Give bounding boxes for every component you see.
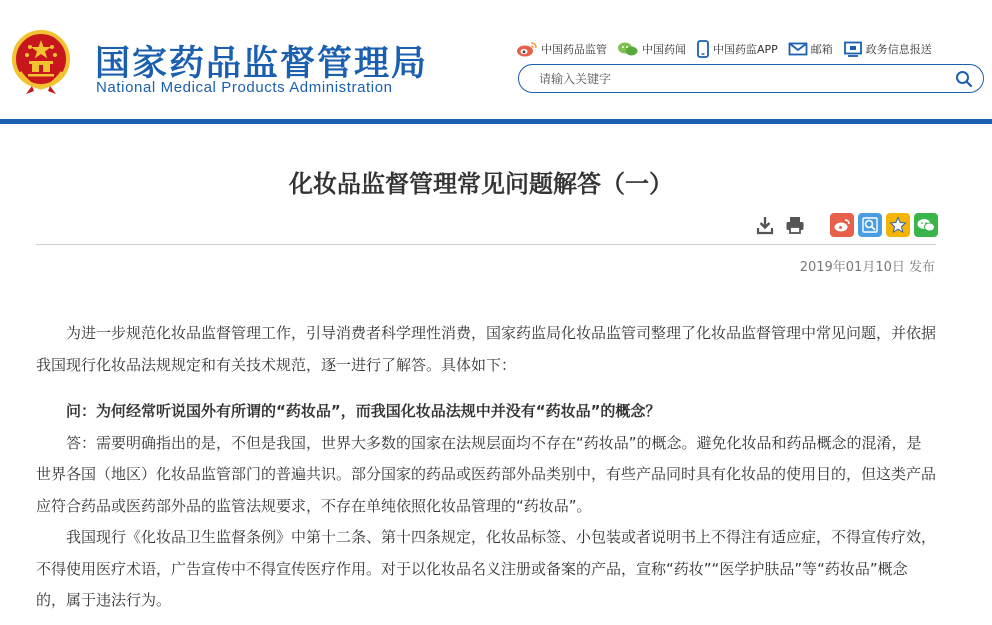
share-qzone-button[interactable] [858,213,882,237]
regulation-paragraph: 我国现行《化妆品卫生监督条例》中第十二条、第十四条规定，化妆品标签、小包装或者说明书上不得注有适应症，不得宣传疗效，不得使用医疗术语，广告宣传中不得宣传医疗作用。对于以化妆品名义注册或备案的产品，宣称“药妆”“医学护肤品”等“药妆品”概念的，属于违法行为。 [36,528,937,609]
article-body [36,318,936,617]
share-qzone-icon [861,216,879,234]
search-box [518,64,984,93]
print-icon [785,215,805,235]
report-icon [843,41,863,57]
link-label: 中国药品监管 [541,43,607,56]
share-wechat-icon [916,217,936,233]
link-app[interactable] [696,40,778,58]
national-emblem-logo[interactable] [10,28,72,96]
share-weibo-button[interactable] [830,213,854,237]
question-paragraph: 问：为何经常听说国外有所谓的“药妆品”，而我国化妆品法规中并没有“药妆品”的概念？ [66,402,661,420]
share-favorite-icon [889,216,907,234]
header-divider [0,119,992,124]
link-label: 中国药闻 [642,43,686,56]
link-wechat[interactable] [617,41,686,57]
search-icon[interactable] [955,70,973,88]
title-divider [36,244,936,245]
site-name-english[interactable]: National Medical Products Administration [96,79,393,96]
link-label: 政务信息报送 [865,43,932,56]
article-toolbar [754,212,942,238]
site-name-chinese[interactable]: 国家药品监督管理局 [95,44,429,84]
share-favorite-button[interactable] [886,213,910,237]
share-wechat-button[interactable] [914,213,938,237]
search-input[interactable] [539,69,939,89]
link-label: 邮箱 [810,43,833,56]
answer-paragraph: 答：需要明确指出的是，不但是我国，世界大多数的国家在法规层面均不存在“药妆品”的概念。避免化妆品和药品概念的混淆，是世界各国（地区）化妆品监管部门的普遍共识。部分国家的药品或医药部外品类别中，有些产品同时具有化妆品的使用目的，但这类产品应符合药品或医药部外品的监管法规要求，不存在单纯依照化妆品管理的“药妆品”。 [36,433,937,515]
site-header [0,0,992,120]
intro-paragraph: 为进一步规范化妆品监督管理工作，引导消费者科学理性消费，国家药监局化妆品监管司整理了化妆品监督管理中常见问题，并依据我国现行化妆品法规规定和有关技术规范，逐一进行了解答。具体如下： [36,324,937,374]
link-report[interactable] [843,41,932,57]
link-mail[interactable] [788,41,833,57]
publish-date: 2019年01月10日 发布 [799,260,935,275]
article-title: 化妆品监督管理常见问题解答（一） [289,170,673,198]
weibo-icon [516,41,538,57]
print-button[interactable] [784,214,806,236]
download-button[interactable] [754,214,776,236]
mobile-app-icon [696,40,710,58]
share-weibo-icon [833,217,851,233]
top-links [516,36,942,62]
download-icon [755,215,775,235]
mail-icon [788,41,808,57]
wechat-icon [617,41,639,57]
link-weibo[interactable] [516,41,607,57]
link-label: 中国药监APP [713,43,778,56]
